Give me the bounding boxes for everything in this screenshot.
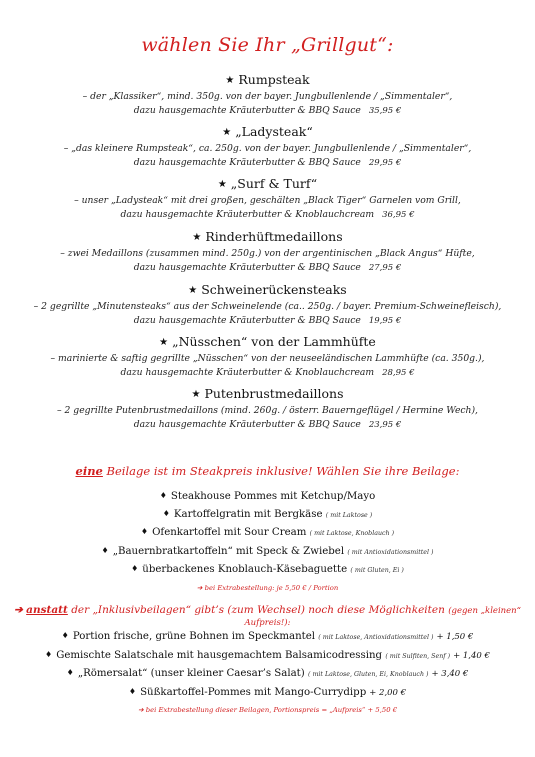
star-icon: ★: [192, 232, 202, 243]
steak-desc: – „das kleinere Rumpsteak“, ca. 250g. von der bayer. Jungbullenlende / „Simmentaler“,: [63, 143, 472, 154]
steak-price: 29,95 €: [368, 158, 402, 168]
upgrade-price: + 1,40 €: [453, 650, 490, 661]
upgrade-price: + 3,40 €: [431, 669, 469, 679]
upgrade-name: „Römersalat“ (unser kleiner Caesar’s Salat): [77, 668, 305, 679]
star-icon: ★: [188, 285, 198, 296]
side-note: ( mit Antioxidationsmittel ): [347, 548, 434, 556]
sides-list: [0, 488, 535, 597]
steak-desc: dazu hausgemachte Kräuterbutter & BBQ Sauce: [133, 157, 361, 168]
list-item: [0, 488, 535, 506]
steak-price: 19,95 €: [368, 316, 402, 326]
sides-heading-text: Beilage ist im Steakpreis inklusive! Wählen Sie ihre Beilage:: [102, 464, 460, 478]
side-note: ( mit Laktose ): [325, 511, 373, 519]
diamond-icon: ♦: [45, 649, 53, 659]
steak-name: Putenbrustmedaillons: [204, 386, 344, 401]
diamond-icon: ♦: [128, 686, 137, 696]
upgrade-name: Gemischte Salatschale mit hausgemachtem Balsamicodressing: [56, 649, 383, 661]
steak-desc: – zwei Medaillons (zusammen mind. 250g.) von der argentinischen „Black Angus“ Hüfte,: [60, 248, 475, 259]
side-name: „Bauernbratkartoffeln“ mit Speck & Zwiebel: [112, 545, 345, 557]
side-name: Steakhouse Pommes mit Ketchup/Mayo: [170, 491, 376, 502]
side-name: Ofenkartoffel mit Sour Cream: [152, 527, 307, 538]
upgrade-heading-text: der „Inklusivbeilagen“ gibt’s (zum Wechsel) noch diese Möglichkeiten: [67, 604, 449, 616]
star-icon: ★: [217, 179, 227, 190]
steak-desc: – 2 gegrillte Putenbrustmedaillons (mind. 260g. / österr. Bauerngeflügel / Hermine Wech),: [57, 405, 478, 416]
list-item: [0, 561, 535, 580]
upgrade-heading: [0, 604, 535, 628]
upgrade-note: ( mit Sulfiten, Senf ): [385, 652, 451, 660]
upgrade-price: + 2,00 €: [369, 687, 407, 698]
list-item: [0, 524, 535, 543]
steak-price: 36,95 €: [382, 210, 415, 220]
sides-heading-emphasis: eine: [75, 464, 103, 478]
diamond-icon: ♦: [162, 508, 170, 518]
upgrade-extra-note: ➔ bei Extrabestellung dieser Beilagen, Portionspreis = „Aufpreis“ + 5,50 €: [137, 706, 398, 714]
diamond-icon: ♦: [131, 564, 139, 573]
steak-desc: dazu hausgemachte Kräuterbutter & Knoblauchcream: [120, 209, 375, 220]
page-title: wählen Sie Ihr „Grillgut“:: [141, 34, 394, 56]
sides-heading: [0, 464, 535, 478]
upgrade-note: ( mit Laktose, Antioxidationsmittel ): [318, 634, 434, 641]
steak-item-rinderhueftmedaillons: [0, 229, 535, 275]
upgrade-heading-note: (gegen „kleinen“ Aufpreis!):: [244, 606, 521, 628]
steak-name: Schweinerückensteaks: [201, 282, 347, 297]
list-item: [0, 506, 535, 525]
diamond-icon: ♦: [66, 668, 74, 677]
list-item: [0, 628, 535, 647]
diamond-icon: ♦: [159, 491, 167, 500]
star-icon: ★: [225, 75, 235, 86]
steak-desc: dazu hausgemachte Kräuterbutter & BBQ Sauce: [133, 105, 361, 116]
steak-desc: dazu hausgemachte Kräuterbutter & BBQ Sauce: [133, 262, 361, 273]
steak-desc: dazu hausgemachte Kräuterbutter & Knoblauchcream: [120, 367, 375, 378]
list-item: [0, 665, 535, 684]
steak-desc: dazu hausgemachte Kräuterbutter & BBQ Sauce: [133, 419, 361, 430]
steak-price: 27,95 €: [368, 263, 402, 273]
steak-price: 28,95 €: [382, 368, 415, 378]
arrow-right-icon: ➔: [14, 604, 23, 616]
list-item: [0, 647, 535, 666]
upgrade-name: Portion frische, grüne Bohnen im Speckmantel: [72, 631, 316, 642]
steak-name: „Nüsschen“ von der Lammhüfte: [172, 334, 376, 349]
upgrade-name: Süßkartoffel-Pommes mit Mango-Currydipp: [140, 686, 367, 698]
star-icon: ★: [222, 127, 232, 138]
side-name: überbackenes Knoblauch-Käsebaguette: [142, 564, 348, 575]
side-note: ( mit Gluten, Ei ): [350, 567, 404, 574]
steak-item-surf-turf: [0, 176, 535, 222]
steak-item-rumpsteak: [0, 72, 535, 118]
steak-item-ladysteak: [0, 124, 535, 170]
steak-name: „Surf & Turf“: [230, 176, 318, 191]
diamond-icon: ♦: [140, 527, 149, 536]
steak-name: Rinderhüftmedaillons: [205, 229, 343, 244]
steak-item-nuesschen: [0, 334, 535, 380]
steak-item-schweinerueckensteaks: [0, 282, 535, 328]
steak-desc: – 2 gegrillte „Minutensteaks“ aus der Schweinelende (ca.. 250g. / bayer. Premium-Schweinefleisch),: [33, 301, 502, 312]
side-note: ( mit Laktose, Knoblauch ): [309, 530, 395, 537]
steak-desc: – marinierte & saftig gegrillte „Nüsschen“ von der neuseeländischen Lammhüfte (ca. 350g.),: [50, 353, 485, 364]
list-item: [0, 684, 535, 703]
upgrade-heading-emphasis: anstatt: [26, 604, 68, 616]
steak-item-putenbrust: [0, 386, 535, 432]
diamond-icon: ♦: [101, 545, 109, 555]
steak-desc: – unser „Ladysteak“ mit drei großen, geschälten „Black Tiger“ Garnelen vom Grill,: [74, 195, 461, 206]
steak-desc: – der „Klassiker“, mind. 350g. von der bayer. Jungbullenlende / „Simmentaler“,: [82, 91, 453, 102]
list-item: [0, 543, 535, 562]
side-name: Kartoffelgratin mit Bergkäse: [173, 508, 323, 520]
steak-name: Rumpsteak: [238, 72, 310, 87]
upgrade-price: + 1,50 €: [436, 632, 474, 642]
diamond-icon: ♦: [61, 631, 69, 640]
star-icon: ★: [159, 337, 169, 348]
steak-price: 23,95 €: [368, 420, 402, 430]
steak-price: 35,95 €: [368, 106, 402, 116]
steak-name: „Ladysteak“: [235, 124, 313, 139]
star-icon: ★: [191, 389, 201, 400]
upgrade-note: ( mit Laktose, Gluten, Ei, Knoblauch ): [307, 671, 429, 678]
steak-desc: dazu hausgemachte Kräuterbutter & BBQ Sauce: [133, 315, 361, 326]
sides-extra-note: ➔ bei Extrabestellung: je 5,50 € / Portion: [196, 583, 339, 592]
upgrades-list: [0, 628, 535, 720]
